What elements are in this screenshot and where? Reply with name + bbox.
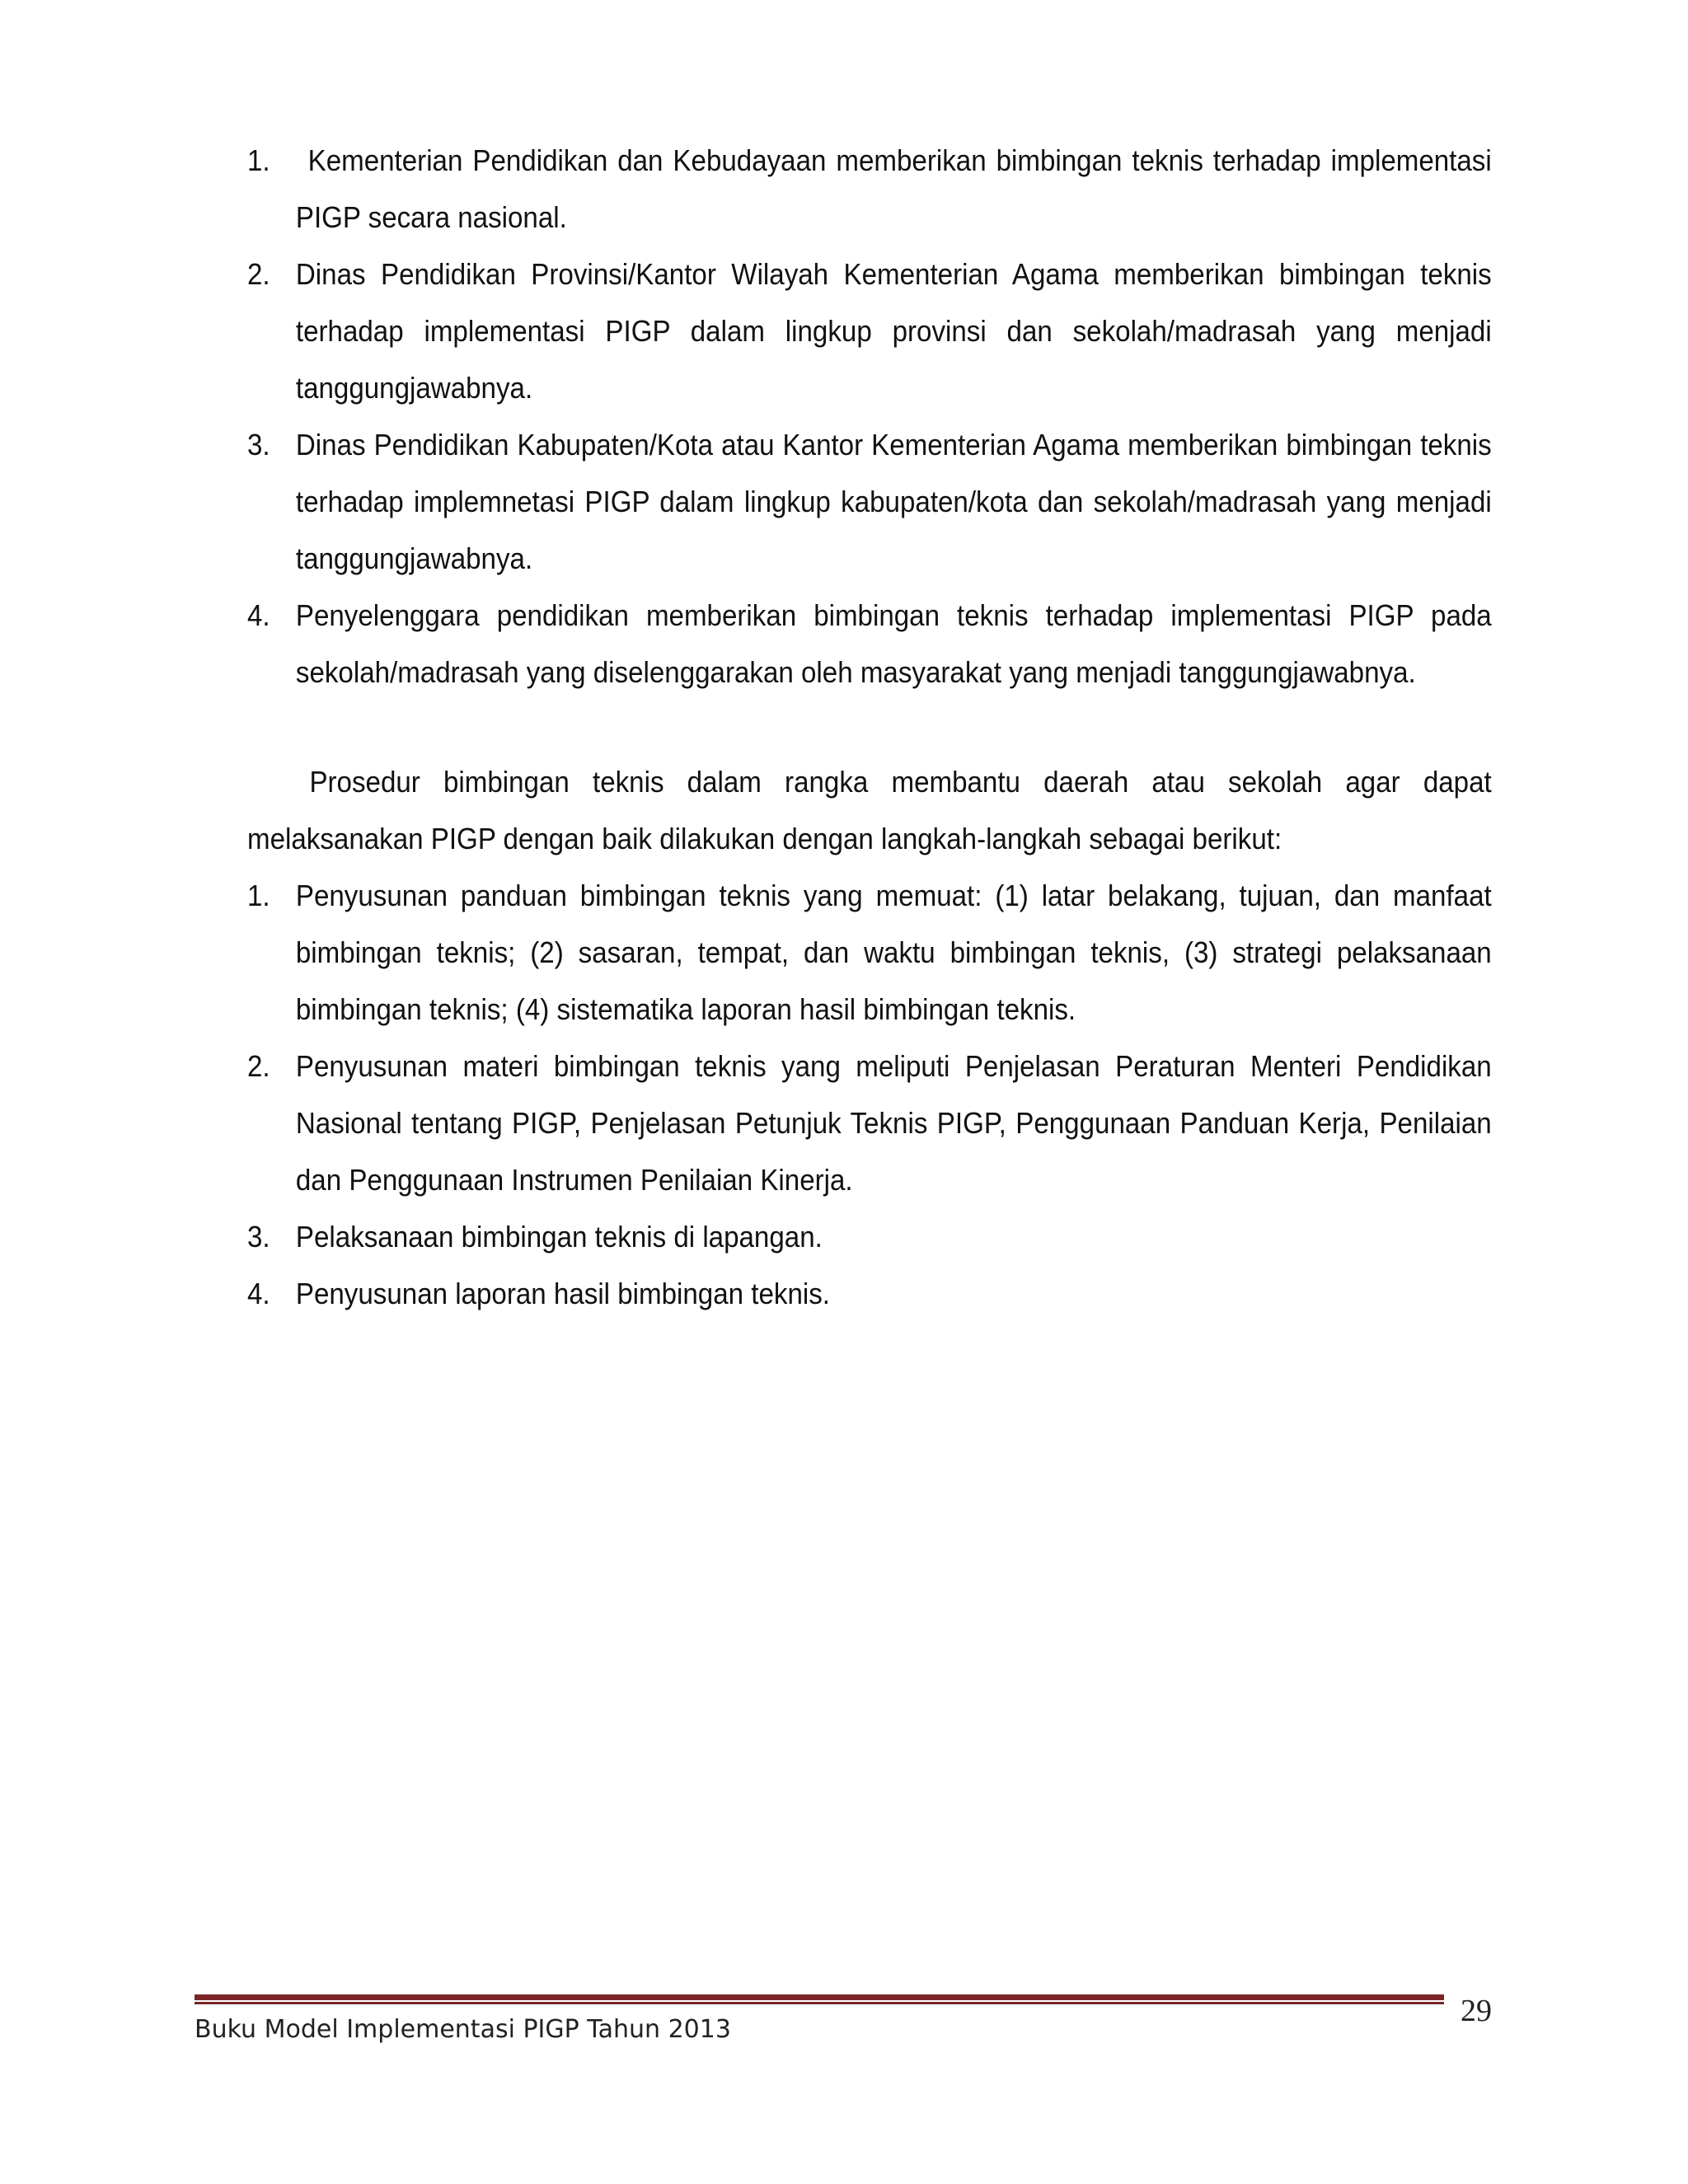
list-number: 4. (247, 598, 270, 632)
list-item (247, 867, 1492, 1038)
list-item (247, 416, 1492, 587)
list-text: Penyelenggara pendidikan memberikan bimbingan teknis terhadap implementasi PIGP pada sekolah/madrasah yang diselenggarakan oleh masyarakat yang menjadi tanggungjawabnya. (295, 598, 1492, 689)
responsibility-list (247, 132, 1492, 701)
list-number: 1. (247, 879, 270, 912)
procedure-paragraph: Prosedur bimbingan teknis dalam rangka membantu daerah atau sekolah agar dapat melaksanakan PIGP dengan baik dilakukan dengan langkah-langkah sebagai berikut: (247, 765, 1492, 855)
list-item (247, 246, 1492, 416)
list-text: Pelaksanaan bimbingan teknis di lapangan. (295, 1220, 823, 1254)
list-text: Penyusunan materi bimbingan teknis yang meliputi Penjelasan Peraturan Menteri Pendidikan Nasional tentang PIGP, Penjelasan Petunjuk Teknis PIGP, Penggunaan Panduan Kerja, Penilaian dan Penggunaan Instrumen Penilaian Kinerja. (295, 1049, 1492, 1197)
footer-divider-thick (195, 1994, 1444, 2000)
list-text: Kementerian Pendidikan dan Kebudayaan memberikan bimbingan teknis terhadap implementasi PIGP secara nasional. (295, 143, 1492, 234)
list-text: Penyusunan laporan hasil bimbingan teknis. (295, 1277, 830, 1310)
list-number: 3. (247, 428, 270, 462)
footer-title: Buku Model Implementasi PIGP Tahun 2013 (195, 2015, 731, 2044)
footer-divider-thin (195, 2002, 1444, 2004)
page-body (247, 132, 1492, 1322)
list-item (247, 132, 1492, 246)
list-item (247, 1208, 1492, 1265)
procedure-steps-list (247, 867, 1492, 1322)
list-number: 4. (247, 1277, 270, 1310)
list-number: 1. (247, 143, 270, 177)
list-item (247, 587, 1492, 701)
list-item (247, 1038, 1492, 1208)
list-number: 3. (247, 1220, 270, 1254)
list-item (247, 1265, 1492, 1322)
list-text: Dinas Pendidikan Provinsi/Kantor Wilayah Kementerian Agama memberikan bimbingan teknis terhadap implementasi PIGP dalam lingkup provinsi dan sekolah/madrasah yang menjadi tanggungjawabnya. (295, 257, 1492, 405)
list-text: Dinas Pendidikan Kabupaten/Kota atau Kantor Kementerian Agama memberikan bimbingan teknis terhadap implemnetasi PIGP dalam lingkup kabupaten/kota dan sekolah/madrasah yang menjadi tanggungjawabnya. (295, 428, 1492, 575)
list-number: 2. (247, 257, 270, 291)
list-number: 2. (247, 1049, 270, 1083)
footer-divider (195, 1994, 1444, 2004)
page-number: 29 (1461, 1994, 1492, 2028)
section-spacer (247, 701, 1492, 753)
list-text: Penyusunan panduan bimbingan teknis yang memuat: (1) latar belakang, tujuan, dan manfaat bimbingan teknis; (2) sasaran, tempat, dan waktu bimbingan teknis, (3) strategi pelaksanaan bimbingan teknis; (4) sistematika laporan hasil bimbingan teknis. (295, 879, 1492, 1026)
